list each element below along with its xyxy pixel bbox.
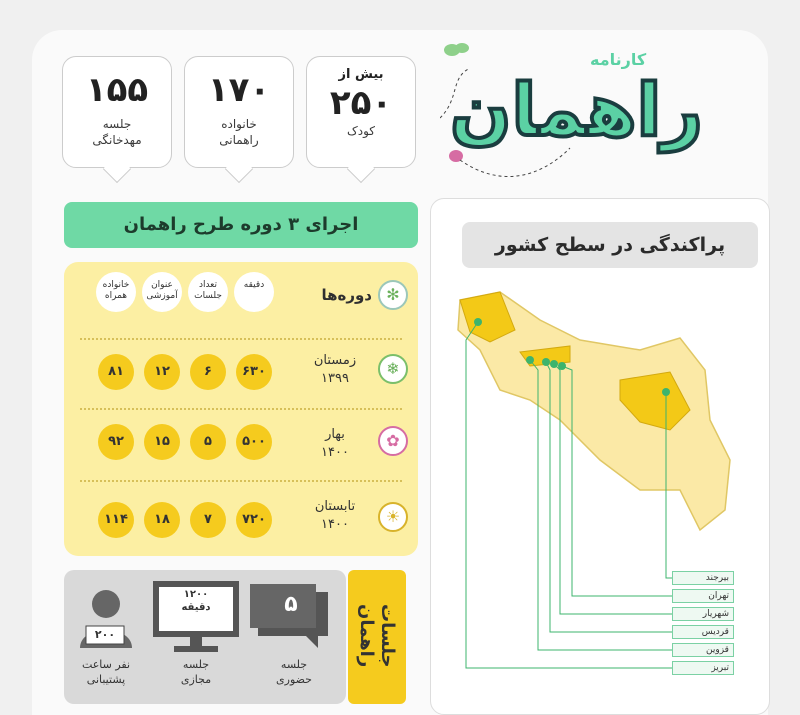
row-label-summer: تابستان ۱۴۰۰ xyxy=(314,499,356,532)
cell-winter-minutes: ۶۳۰ xyxy=(236,354,272,390)
col-header-minutes: دقیقه xyxy=(234,272,274,312)
sessions-sideband xyxy=(348,570,406,704)
stat-sessions-number: ۱۵۵ xyxy=(85,70,149,110)
sessions-sideband-text: جلسات راهمان xyxy=(356,604,398,668)
logo-title: راهمان xyxy=(450,68,703,152)
snowflake-icon: ❄ xyxy=(378,354,408,384)
city-label-qazvin: قزوین xyxy=(672,643,734,657)
divider xyxy=(80,408,402,410)
in-person-label: جلسه حضوری xyxy=(276,658,312,686)
cell-spring-topics: ۱۵ xyxy=(144,424,180,460)
stat-children-label: کودک xyxy=(347,124,375,138)
stat-sessions xyxy=(62,56,172,168)
periods-icon: ✻ xyxy=(378,280,408,310)
virtual-minutes: ۱۲۰۰ دقیقه xyxy=(181,589,211,613)
cell-summer-sessions: ۷ xyxy=(190,502,226,538)
city-label-tehran: تهران xyxy=(672,589,734,603)
city-label-shahriar: شهریار xyxy=(672,607,734,621)
logo xyxy=(440,38,760,178)
row-label-spring: بهار ۱۴۰۰ xyxy=(321,427,349,460)
col-header-families: خانواده همراه xyxy=(96,272,136,312)
map-title: پراکندگی در سطح کشور xyxy=(462,222,758,268)
cell-spring-families: ۹۲ xyxy=(98,424,134,460)
col-header-topics: عنوان آموزشی xyxy=(142,272,182,312)
cell-summer-minutes: ۷۲۰ xyxy=(236,502,272,538)
row-label-winter: زمستان ۱۳۹۹ xyxy=(313,353,357,386)
periods-table xyxy=(64,262,418,556)
city-label-birjand: بیرجند xyxy=(672,571,734,585)
cell-summer-topics: ۱۸ xyxy=(144,502,180,538)
city-label-tabriz: تبریز xyxy=(672,661,734,675)
table-title: دوره‌ها xyxy=(321,286,372,304)
cell-winter-sessions: ۶ xyxy=(190,354,226,390)
support-label: نفر ساعت پشتیبانی xyxy=(81,658,131,686)
cell-spring-minutes: ۵۰۰ xyxy=(236,424,272,460)
logo-subtitle: کارنامه xyxy=(590,50,647,69)
in-person-count: ۵ xyxy=(284,592,298,617)
stat-children-number: ۲۵۰ xyxy=(329,83,393,123)
col-header-sessions: تعداد جلسات xyxy=(188,272,228,312)
divider xyxy=(80,338,402,340)
sun-icon: ☀ xyxy=(378,502,408,532)
cell-summer-families: ۱۱۴ xyxy=(98,502,134,538)
flower-icon: ✿ xyxy=(378,426,408,456)
stat-families-number: ۱۷۰ xyxy=(207,70,271,110)
periods-banner: اجرای ۳ دوره طرح راهمان xyxy=(64,202,418,248)
stat-families xyxy=(184,56,294,168)
stat-families-label: خانواده راهمانی xyxy=(219,117,259,147)
cell-spring-sessions: ۵ xyxy=(190,424,226,460)
cell-winter-topics: ۱۲ xyxy=(144,354,180,390)
stat-children-prefix: بیش از xyxy=(338,67,384,82)
cell-winter-families: ۸۱ xyxy=(98,354,134,390)
support-hours: ۲۰۰ xyxy=(94,628,116,641)
sessions-panel xyxy=(64,570,346,704)
city-label-qardis: قردیس xyxy=(672,625,734,639)
stat-children xyxy=(306,56,416,168)
stat-sessions-label: جلسه مهدخانگی xyxy=(92,117,142,147)
virtual-label: جلسه مجازی xyxy=(180,658,212,686)
divider xyxy=(80,480,402,482)
